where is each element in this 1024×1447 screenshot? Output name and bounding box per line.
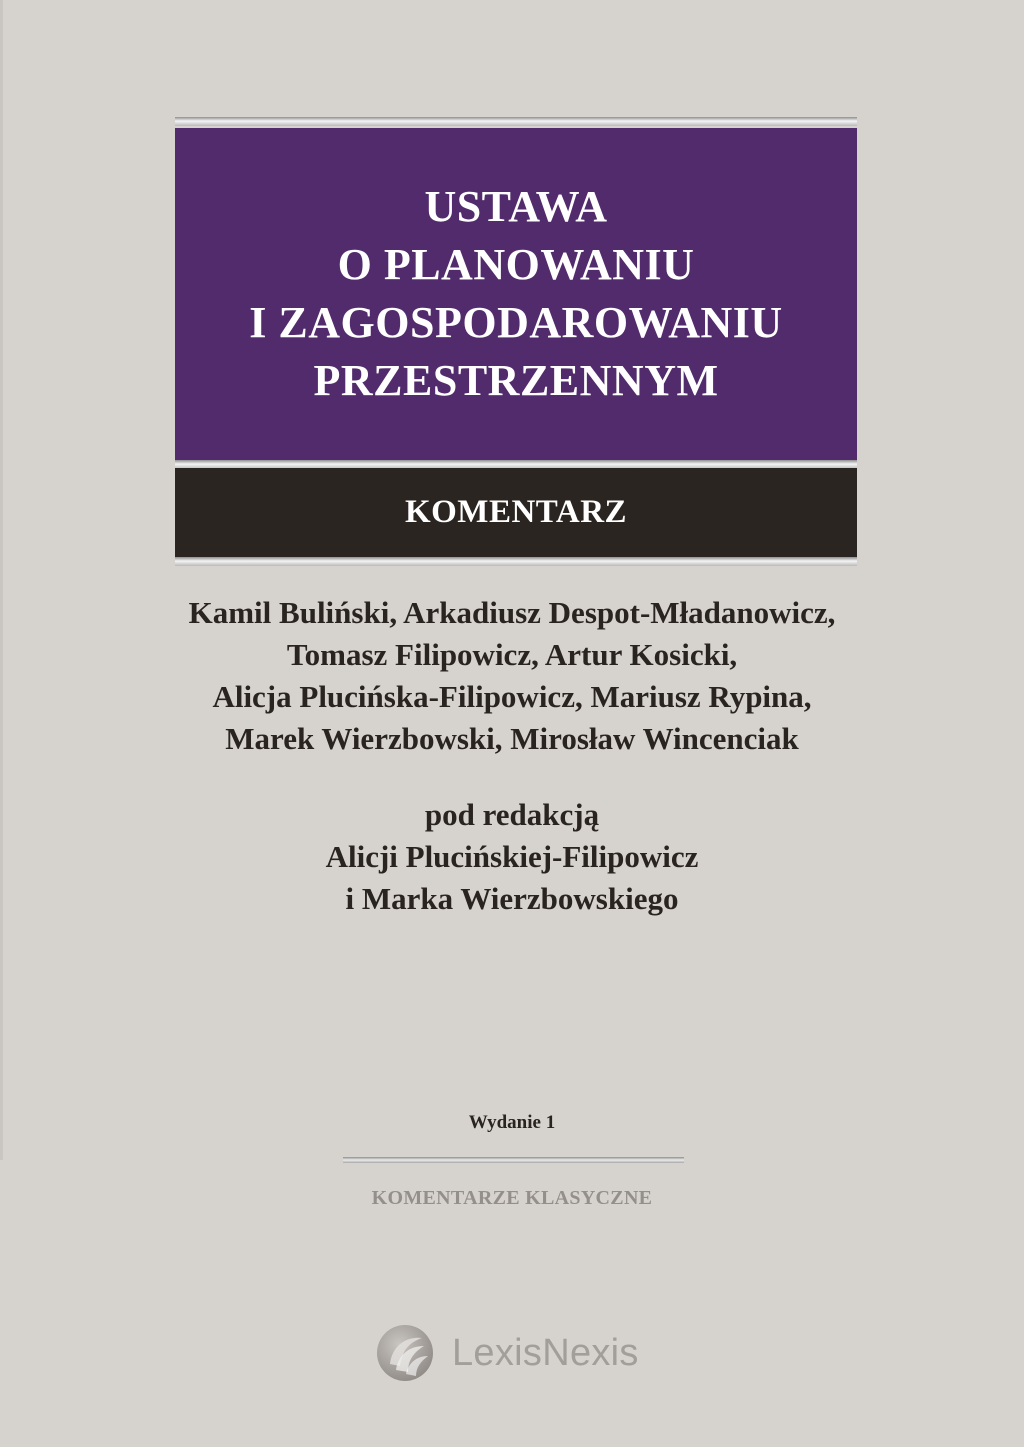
author-line: Marek Wierzbowski, Mirosław Wincenciak [225,721,799,756]
author-line: Kamil Buliński, Arkadiusz Despot-Mładanowicz, [188,595,836,630]
authors-list [0,592,1024,760]
title-line: PRZESTRZENNYM [313,356,719,405]
title-block [175,128,857,460]
title-line: O PLANOWANIU [337,240,695,289]
top-silver-rule [175,117,857,126]
editor-line: Alicji Plucińskiej-Filipowicz [325,839,699,874]
cover-edge [0,0,3,1160]
author-line: Alicja Plucińska-Filipowicz, Mariusz Rypina, [212,679,812,714]
editors-block [0,794,1024,920]
author-line: Tomasz Filipowicz, Artur Kosicki, [286,637,738,672]
editors-intro: pod redakcją [424,797,600,832]
publisher-name: LexisNexis [452,1331,639,1374]
subtitle: KOMENTARZ [404,494,628,530]
series-name: KOMENTARZE KLASYCZNE [371,1187,653,1209]
edition-label: Wydanie 1 [468,1112,556,1133]
title-line: USTAWA [424,182,608,231]
series-rule [343,1157,684,1163]
publisher-logo [376,1323,639,1383]
title-line: I ZAGOSPODAROWANIU [249,298,783,347]
lexisnexis-logo-icon [376,1324,434,1382]
bottom-silver-rule [175,557,857,566]
subtitle-block [175,468,857,557]
editor-line: i Marka Wierzbowskiego [345,881,679,916]
